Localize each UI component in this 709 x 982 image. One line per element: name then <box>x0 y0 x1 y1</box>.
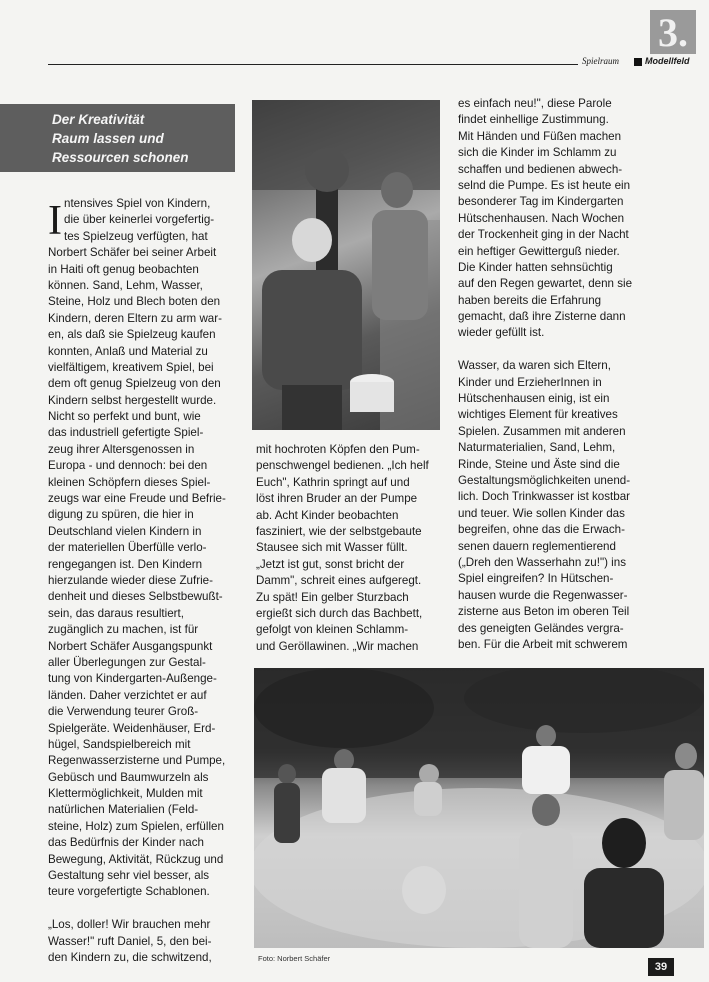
square-bullet-icon <box>634 58 642 66</box>
text-line: Kinder und ErzieherInnen in <box>458 375 602 389</box>
text-line: Regenwasserzisterne und Pumpe, <box>48 754 226 768</box>
text-line: Norbert Schäfer Ausgangspunkt <box>48 639 213 653</box>
text-line: hausen wurde die Regenwasser- <box>458 588 628 602</box>
text-line: wichtiges Element für kreatives <box>458 408 618 422</box>
text-line: („Dreh den Wasserhahn zu!") ins <box>458 555 626 569</box>
article-title <box>0 104 235 172</box>
header-rule <box>48 64 578 65</box>
text-line: Gestaltungsmöglichkeiten unend- <box>458 473 631 487</box>
text-line: Spielgeräte. Weidenhäuser, Erd- <box>48 721 216 735</box>
text-line: länden. Daher verzichtet er auf <box>48 688 207 702</box>
text-line: und teuer. Wie sollen Kinder das <box>458 506 625 520</box>
text-line: in Haiti oft genug beobachten <box>48 262 199 276</box>
text-line: natürlichen Materialien (Feld- <box>48 803 199 817</box>
text-line: und Geröllawinen. „Wir machen <box>256 639 419 653</box>
text-line: den Kindern zu, die schwitzend, <box>48 950 212 964</box>
text-line: mit hochroten Köpfen den Pum- <box>256 443 420 456</box>
text-line: das Bedürfnis der Kinder nach <box>48 836 204 850</box>
text-line: senen dauern reglementierend <box>458 539 616 553</box>
text-line: ntensives Spiel von Kindern, <box>64 197 211 210</box>
text-line: Steine, Holz und Blech boten den <box>48 295 221 309</box>
text-column-3 <box>458 96 658 653</box>
text-line: ab. Acht Kinder beobachten <box>256 508 399 522</box>
text-line: auf den Regen gewartet, denn sie <box>458 277 633 291</box>
text-line: der Trockenheit ging in der Nacht <box>458 228 629 242</box>
text-line: gemacht, daß ihre Zisterne dann <box>458 310 626 324</box>
text-line: konnten, Anlaß und Material zu <box>48 344 208 358</box>
paragraph-2 <box>48 917 236 966</box>
text-line: Hütschenhausen. Nach Wochen <box>458 211 625 225</box>
text-line: tung von Kindergarten-Außenge- <box>48 672 217 686</box>
drop-cap: I <box>48 198 62 244</box>
text-line: sein, das daraus resultiert, <box>48 606 184 620</box>
text-line: haben bereits die Erfahrung <box>458 293 602 307</box>
text-line: zisterne aus Beton im oberen Teil <box>458 605 630 619</box>
text-line: das industriell gefertigte Spiel- <box>48 426 204 440</box>
text-line: kleinen Schöpfern dieses Spiel- <box>48 475 211 489</box>
text-line: Wasser, da waren sich Eltern, <box>458 359 611 373</box>
text-line: besonderer Tag im Kindergarten <box>458 195 624 209</box>
text-line: Damm", schreit eines aufgeregt. <box>256 574 422 588</box>
photo-children-playground <box>254 668 704 948</box>
page-number: 39 <box>654 961 668 973</box>
text-line: Bewegung, Aktivität, Rückzug und <box>48 852 224 866</box>
text-line: „Jetzt ist gut, sonst bricht der <box>256 557 405 571</box>
text-line: aller Überlegungen zur Gestal- <box>48 655 206 669</box>
section-label: Spielraum <box>582 56 619 66</box>
text-column-1 <box>48 196 236 966</box>
text-line: steine, Holz) zum Spielen, erfüllen <box>48 819 224 833</box>
text-line: begreifen, ohne das die Erwach- <box>458 523 625 537</box>
text-line: Deutschland vielen Kindern in <box>48 524 202 538</box>
text-line: des geneigten Geländes vergra- <box>458 621 624 635</box>
text-line: Norbert Schäfer bei seiner Arbeit <box>48 246 217 260</box>
text-line: dem oft genug Spielzeug von den <box>48 377 221 391</box>
text-line: Kindern selbst hergestellt wurde. <box>48 393 217 407</box>
text-line: zeugs war eine Freude und Befrie- <box>48 492 226 506</box>
text-line: „Los, doller! Wir brauchen mehr <box>48 918 211 932</box>
text-line: hügel, Sandspielbereich mit <box>48 737 191 751</box>
text-line: Gestaltung sehr viel besser, als <box>48 869 210 883</box>
text-line: es einfach neu!", diese Parole <box>458 97 612 110</box>
text-line: vielfältigem, kreativem Spiel, bei <box>48 360 214 374</box>
paragraph-3 <box>256 442 436 655</box>
text-line: Spielen. Zusammen mit anderen <box>458 424 626 438</box>
text-line: Nicht so perfekt und bunt, wie <box>48 410 201 424</box>
text-line: Wasser!" ruft Daniel, 5, den bei- <box>48 934 212 948</box>
text-line: der materiellen Überfülle verlo- <box>48 541 207 555</box>
field-label: Modellfeld <box>645 56 690 66</box>
text-line: Naturmaterialien, Sand, Lehm, <box>458 441 616 455</box>
paragraph-4 <box>458 96 658 342</box>
title-line: Ressourcen schonen <box>52 150 189 165</box>
text-column-2 <box>256 442 436 655</box>
text-line: gefolgt von kleinen Schlamm- <box>256 623 409 637</box>
text-line: selnd die Pumpe. Es ist heute ein <box>458 178 631 192</box>
text-line: zugänglich zu machen, ist für <box>48 623 199 637</box>
text-line: die über keinerlei vorgefertig- <box>64 213 215 227</box>
text-line: tes Spielzeug verfügten, hat <box>64 229 208 243</box>
text-line: Hütschenhausen einig, ist ein <box>458 392 610 406</box>
text-line: lich. Doch Trinkwasser ist kostbar <box>458 490 631 504</box>
text-line: Klettermöglichkeit, Mulden mit <box>48 787 203 801</box>
title-line: Raum lassen und <box>52 131 164 146</box>
photo-children-at-pump <box>252 100 440 430</box>
text-line: findet einhellige Zustimmung. <box>458 113 609 127</box>
text-line: können. Sand, Lehm, Wasser, <box>48 278 203 292</box>
text-line: Gebüsch und Baumwurzeln als <box>48 770 209 784</box>
text-line: Europa - und dennoch: bei den <box>48 459 208 473</box>
text-line: wieder gefüllt ist. <box>458 326 545 340</box>
text-line: digung zu spüren, die hier in <box>48 508 194 522</box>
text-line: en, als daß sie Spielzeug kaufen <box>48 328 216 342</box>
text-line: Zu spät! Ein gelber Sturzbach <box>256 590 409 604</box>
text-line: ben. Für die Arbeit mit schwerem <box>458 637 628 651</box>
paragraph-1 <box>48 196 236 901</box>
text-line: teure vorgefertigte Schablonen. <box>48 885 210 899</box>
text-line: Die Kinder hatten sehnsüchtig <box>458 260 613 274</box>
text-line: sich die Kinder im Schlamm zu <box>458 146 617 160</box>
text-line: fasziniert, wie der selbstgebaute <box>256 524 422 538</box>
text-line: schaffen und bedienen abwech- <box>458 162 623 176</box>
text-line: hierzulande wieder diese Zufrie- <box>48 573 213 587</box>
text-line: Kindern, deren Eltern zu arm war- <box>48 311 222 325</box>
text-line: die Verwendung teurer Groß- <box>48 705 199 719</box>
text-line: Euch", Kathrin springt auf und <box>256 475 410 489</box>
text-line: ein heftiger Gewitterguß nieder. <box>458 244 620 258</box>
text-line: Rinde, Steine und Äste sind die <box>458 457 620 471</box>
title-line: Der Kreativität <box>52 112 145 127</box>
page-number-badge <box>648 958 674 976</box>
text-line: rengegangen ist. Den Kindern <box>48 557 203 571</box>
text-line: Mit Händen und Füßen machen <box>458 129 622 143</box>
text-line: ergießt sich durch das Bachbett, <box>256 606 423 620</box>
chapter-badge <box>650 10 696 54</box>
photo-caption: Foto: Norbert Schäfer <box>258 954 331 963</box>
text-line: denheit und dieses Selbstbewußt- <box>48 590 223 604</box>
text-line: zeug ihrer Altersgenossen in <box>48 442 195 456</box>
chapter-number: 3. <box>658 9 688 55</box>
text-line: löst ihren Bruder an der Pumpe <box>256 492 418 506</box>
text-line: Spiel eingreifen? In Hütschen- <box>458 572 614 586</box>
paragraph-5 <box>458 358 658 653</box>
text-line: penschwengel bedienen. „Ich helf <box>256 459 429 473</box>
text-line: Stausee sich mit Wasser füllt. <box>256 541 408 555</box>
